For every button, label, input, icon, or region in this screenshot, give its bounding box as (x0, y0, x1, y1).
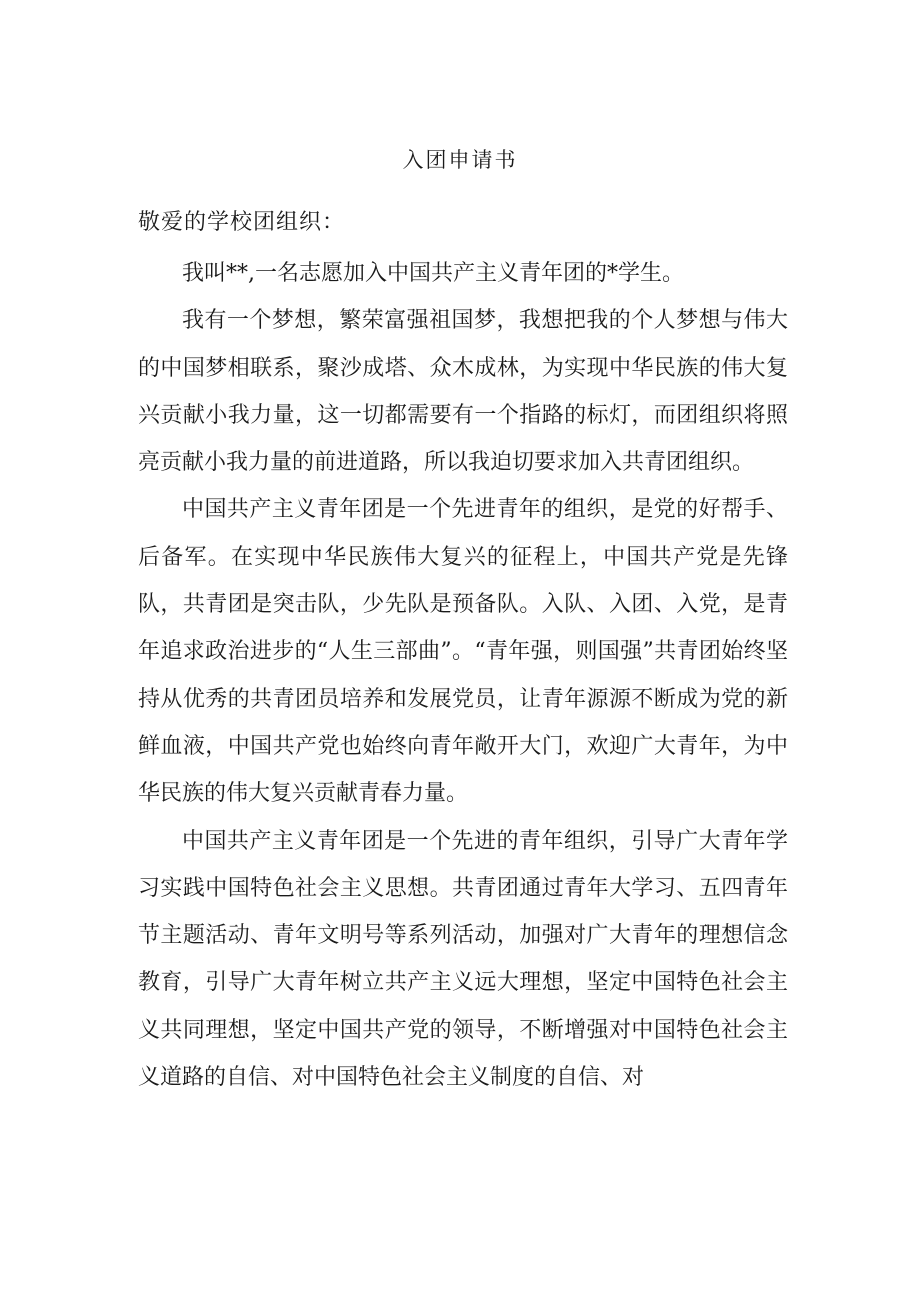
salutation: 敬爱的学校团组织： (138, 210, 346, 235)
paragraph-intro: 我叫**,一名志愿加入中国共产主义青年团的*学生。 (182, 261, 684, 286)
paragraph-league-ideology: 中国共产主义青年团是一个先进的青年组织，引导广大青年学习实践中国特色社会主义思想。共青团通过青年大学习、五四青年节主题活动、青年文明号等系列活动，加强对广大青年的理想信念教育，引导广大青年树立共产主义远大理想，坚定中国特色社会主义共同理想，坚定中国共产党的领导，不断增强对中国特色社会主义道路的自信、对中国特色社会主义制度的自信、对 (138, 828, 788, 1091)
paragraph-dream: 我有一个梦想，繁荣富强祖国梦，我想把我的个人梦想与伟大的中国梦相联系，聚沙成塔、众木成林，为实现中华民族的伟大复兴贡献小我力量，这一切都需要有一个指路的标灯，而团组织将照亮贡献小我力量的前进道路，所以我迫切要求加入共青团组织。 (138, 308, 788, 476)
document-body (138, 250, 788, 1101)
document-title: 入团申请书 (402, 148, 518, 172)
paragraph-league-role: 中国共产主义青年团是一个先进青年的组织，是党的好帮手、后备军。在实现中华民族伟大复兴的征程上，中国共产党是先锋队，共青团是突击队，少先队是预备队。入队、入团、入党，是青年追求政治进步的“人生三部曲”。“青年强，则国强”共青团始终坚持从优秀的共青团员培养和发展党员，让青年源源不断成为党的新鲜血液，中国共产党也始终向青年敞开大门，欢迎广大青年，为中华民族的伟大复兴贡献青春力量。 (138, 497, 788, 807)
